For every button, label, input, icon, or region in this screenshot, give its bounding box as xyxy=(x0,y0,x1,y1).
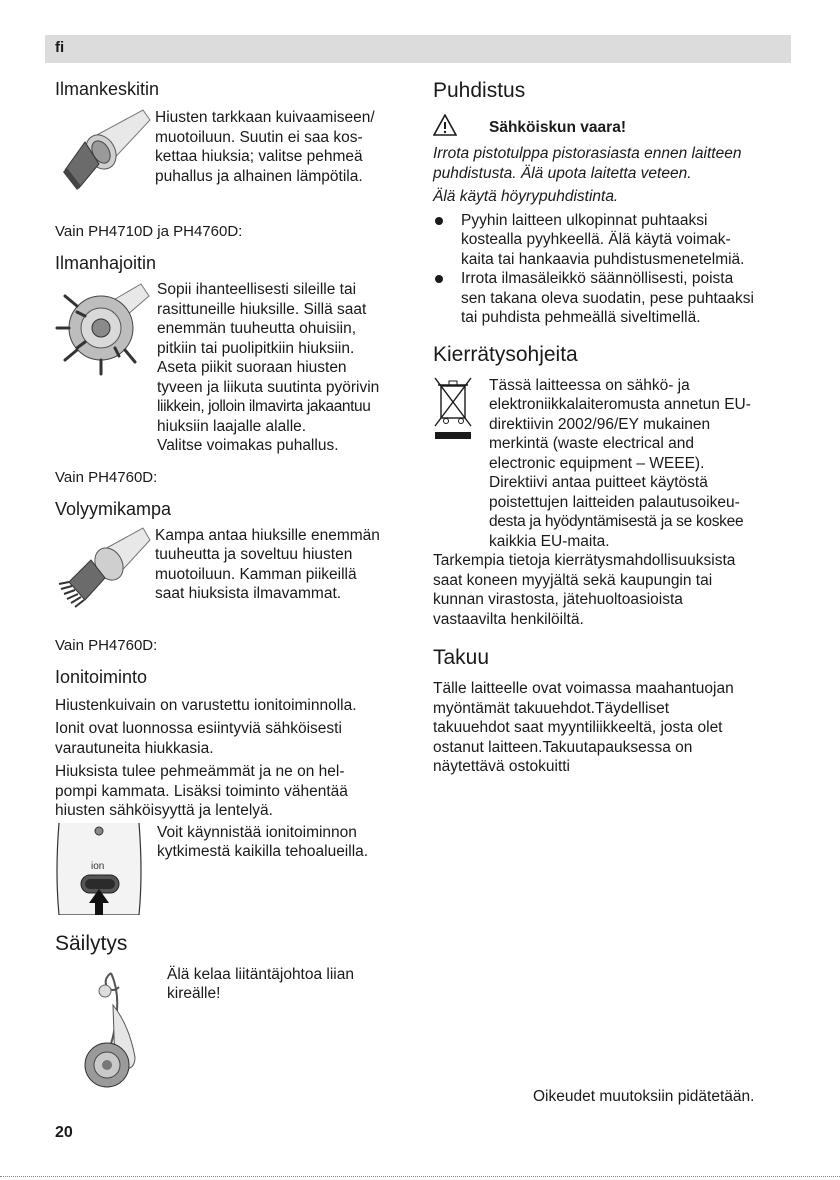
ionitoiminto-p3 xyxy=(55,762,407,821)
text-line: Irrota pistotulppa pistorasiasta ennen laitteen xyxy=(433,145,742,162)
text-line: Hiusten tarkkaan kuivaamiseen/ xyxy=(155,109,375,126)
text-line: poistettujen laitteiden palautusoikeu- xyxy=(489,493,740,511)
sailytys-block xyxy=(55,965,407,1095)
kierratys-heading: Kierrätysohjeita xyxy=(433,342,578,366)
model-note: Vain PH4710D ja PH4760D: xyxy=(55,223,243,240)
text-line: Älä kelaa liitäntäjohtoa liian xyxy=(167,965,354,983)
puhdistus-italic1 xyxy=(433,144,785,183)
right-column xyxy=(433,78,785,777)
text-line: kostealla pyyhkeellä. Älä käytä voimak- xyxy=(461,231,731,248)
text-line: tai puhdista pehmeällä siveltimellä. xyxy=(461,309,701,326)
ion-switch-text xyxy=(157,823,407,862)
text-line: muotoiluun. Suutin ei saa kos- xyxy=(155,128,363,146)
text-line: hiuksiin laajalle alalle. xyxy=(157,417,307,435)
sailytys-text xyxy=(167,965,407,1004)
language-code: fi xyxy=(55,39,65,56)
storage-figure xyxy=(55,965,167,1095)
text-line: Tarkempia tietoja kierrätysmahdollisuuksista xyxy=(433,552,736,569)
text-line: desta ja hyödyntämisestä ja se koskee xyxy=(489,513,744,530)
text-line: Hiuksista tulee pehmeämmät ja ne on hel- xyxy=(55,763,345,780)
text-line: ostanut laitteen.Takuutapauksessa on xyxy=(433,738,693,756)
page-edge-rule xyxy=(0,1176,840,1177)
warning-row xyxy=(433,114,785,141)
ilmanhajoitin-text xyxy=(157,280,407,456)
bullet-icon xyxy=(435,275,443,283)
model-note: Vain PH4760D: xyxy=(55,636,158,654)
text-line: Irrota ilmasäleikkö säännöllisesti, poista xyxy=(461,270,734,287)
page-number: 20 xyxy=(55,1124,73,1141)
text-line: puhallus ja alhainen lämpötila. xyxy=(155,167,363,185)
text-line: pitkiin tai puolipitkiin hiuksiin. xyxy=(157,339,355,357)
kierratys-text xyxy=(489,376,785,552)
kierratys-block xyxy=(433,376,785,552)
text-line: tuuheutta ja soveltuu hiusten xyxy=(155,546,353,563)
ilmanhajoitin-heading: Ilmanhajoitin xyxy=(55,253,157,273)
diffuser-figure xyxy=(55,280,157,380)
text-line: varautuneita hiukkasia. xyxy=(55,739,214,757)
volume-comb-figure xyxy=(55,526,155,614)
text-line: pompi kammata. Lisäksi toiminto vähentää xyxy=(55,782,348,800)
ionitoiminto-p2 xyxy=(55,719,407,758)
text-line: Kampa antaa hiuksille enemmän xyxy=(155,526,380,544)
text-line: Tässä laitteessa on sähkö- ja xyxy=(489,376,690,394)
model-note: Vain PH4760D: xyxy=(55,468,158,486)
text-line: Valitse voimakas puhallus. xyxy=(157,437,339,454)
text-line: kireälle! xyxy=(167,985,221,1002)
bullet-icon xyxy=(435,217,443,225)
text-line: vastaavilta henkilöiltä. xyxy=(433,610,584,628)
volyymikampa-heading: Volyymikampa xyxy=(55,498,172,519)
ilmankeskitin-block xyxy=(55,108,407,198)
text-line: elektroniikkalaiteromusta annetun EU- xyxy=(489,396,751,413)
text-line: Sopii ihanteellisesti sileille tai xyxy=(157,281,357,298)
text-line: sen takana oleva suodatin, pese puhtaaksi xyxy=(461,289,754,307)
takuu-heading: Takuu xyxy=(433,646,490,669)
list-item xyxy=(433,269,785,328)
ion-switch-label: ion xyxy=(91,860,105,872)
text-line: enemmän tuuheutta ohuisiin, xyxy=(157,320,357,337)
ion-switch-figure xyxy=(55,823,157,915)
left-column xyxy=(55,78,407,1095)
ionitoiminto-p1: Hiustenkuivain on varustettu ionitoiminnolla. xyxy=(55,696,357,714)
ionitoiminto-heading: Ionitoiminto xyxy=(55,666,148,687)
text-line: direktiivin 2002/96/EY mukainen xyxy=(489,415,711,433)
text-line: muotoiluun. Kamman piikeillä xyxy=(155,565,357,583)
puhdistus-heading: Puhdistus xyxy=(433,79,526,102)
text-line: kunnan virastosta, jätehuoltoasioista xyxy=(433,591,683,608)
text-line: saat koneen myyjältä sekä kaupungin tai xyxy=(433,571,713,589)
text-line: takuuehdot saat myyntiliikkeeltä, josta olet xyxy=(433,719,723,736)
text-line: puhdistusta. Älä upota laitetta veteen. xyxy=(433,164,692,182)
language-bar xyxy=(45,35,791,63)
warning-text: Sähköiskun vaara! xyxy=(489,118,626,136)
volyymikampa-block xyxy=(55,526,407,614)
concentrator-nozzle-figure xyxy=(55,108,155,198)
weee-bin-icon xyxy=(433,376,489,456)
text-line: kytkimestä kaikilla tehoalueilla. xyxy=(157,843,369,860)
puhdistus-italic2: Älä käytä höyrypuhdistinta. xyxy=(433,188,619,205)
text-line: merkintä (waste electrical and xyxy=(489,435,695,452)
text-line: näytettävä ostokuitti xyxy=(433,758,570,775)
text-line: tyveen ja liikuta suutinta pyörivin xyxy=(157,378,380,396)
text-line: Tälle laitteelle ovat voimassa maahantuojan xyxy=(433,680,734,697)
volyymikampa-text xyxy=(155,526,407,604)
rights-reserved-note: Oikeudet muutoksiin pidätetään. xyxy=(533,1088,755,1105)
warning-icon xyxy=(433,114,489,141)
ion-switch-block xyxy=(55,823,407,915)
text-line: myöntämät takuuehdot.Täydelliset xyxy=(433,699,670,717)
text-line: Direktiivi antaa puitteet käytöstä xyxy=(489,474,708,491)
text-line: saat hiuksista ilmavammat. xyxy=(155,585,342,602)
text-line: kaikkia EU-maita. xyxy=(489,532,610,550)
text-line: rasittuneille hiuksille. Sillä saat xyxy=(157,300,367,318)
text-line: Ionit ovat luonnossa esiintyviä sähköisesti xyxy=(55,720,342,737)
text-line: hiusten sähköisyyttä ja lentelyä. xyxy=(55,802,273,819)
text-line: Aseta piikit suoraan hiusten xyxy=(157,359,347,376)
sailytys-heading: Säilytys xyxy=(55,931,128,955)
kierratys-after xyxy=(433,551,785,629)
text-line: Pyyhin laitteen ulkopinnat puhtaaksi xyxy=(461,211,708,229)
text-line: Voit käynnistää ionitoiminnon xyxy=(157,823,357,841)
cleaning-list xyxy=(433,211,785,328)
takuu-text xyxy=(433,679,785,777)
ilmanhajoitin-block xyxy=(55,280,407,456)
list-item xyxy=(433,211,785,270)
text-line: kettaa hiuksia; valitse pehmeä xyxy=(155,148,363,165)
ilmankeskitin-text xyxy=(155,108,407,186)
text-line: liikkein, jolloin ilmavirta jakaantuu xyxy=(157,398,371,415)
ilmankeskitin-heading: Ilmankeskitin xyxy=(55,79,160,99)
text-line: kaita tai hankaavia puhdistusmenetelmiä. xyxy=(461,250,745,268)
text-line: electronic equipment – WEEE). xyxy=(489,454,705,472)
